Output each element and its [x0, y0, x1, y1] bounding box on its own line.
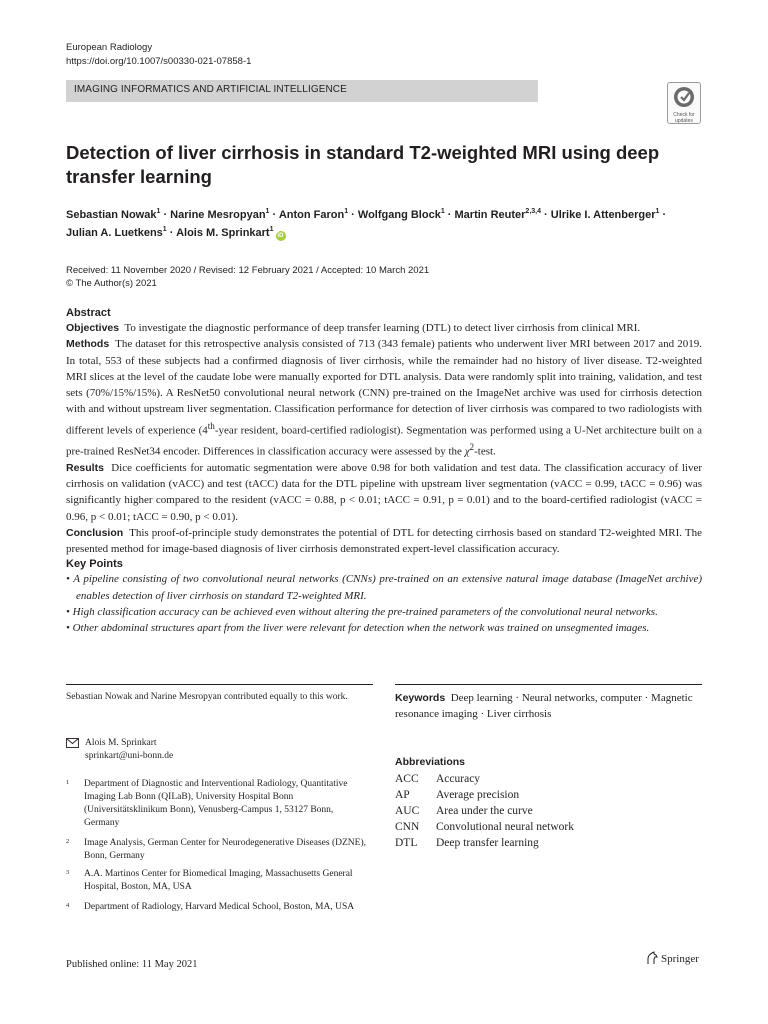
abbreviation-row	[395, 787, 574, 803]
author-name[interactable]: Martin Reuter	[454, 209, 526, 221]
abbreviation: DTL	[395, 837, 418, 849]
objectives-text: To investigate the diagnostic performance of deep transfer learning (DTL) to detect liver cirrhosis from clinical MRI.	[124, 322, 641, 334]
orcid-icon[interactable]: iD	[277, 233, 284, 239]
affiliation-text: A.A. Martinos Center for Biomedical Imaging, Massachusetts General Hospital, Boston, MA, USA	[84, 869, 353, 892]
contact-name: Alois M. Sprinkart	[85, 738, 157, 748]
chi-symbol: χ	[464, 445, 470, 458]
envelope-icon	[66, 738, 79, 748]
key-points-heading: Key Points	[66, 558, 123, 571]
affiliation-number: 4	[66, 902, 70, 909]
abbreviations	[395, 755, 574, 851]
journal-name: European Radiology	[66, 42, 153, 53]
abbreviation: AUC	[395, 805, 420, 817]
affiliation-item	[66, 901, 366, 914]
badge-label-2: updates	[675, 117, 693, 124]
abbreviations-table	[395, 771, 574, 851]
methods-superscript: th	[207, 420, 215, 431]
abbreviation-definition: Convolutional neural network	[436, 821, 574, 833]
abbreviation-row	[395, 803, 574, 819]
publisher-name: Springer	[661, 953, 699, 965]
author-affiliation-ref: 2,3,4	[525, 208, 541, 215]
abstract-conclusion	[66, 525, 702, 558]
contact-email[interactable]: sprinkart@uni-bonn.de	[85, 751, 174, 761]
author-affiliation-ref: 1	[265, 208, 270, 215]
methods-text: The dataset for this retrospective analysis consisted of 713 (343 female) patients who underwent liver MRI between 2017 and 2019. In total, 553 of these subjects had a confirmed diagnosis of liver cirrhosis, while the remainder had no history of liver disease. T2-weighted MRI slices at the level of the caudate lobe were manually exported for DTL analysis. Data were randomly split into training, validation, and test sets (70%/15%/15%). A ResNet50 convolutional neural network (CNN) pre-trained on the ImageNet archive was used for cirrhosis detection with and without upstream liver segmentation. Classification performance for detection of liver cirrhosis was compared to two radiologists with different levels of experience (4	[66, 338, 702, 437]
author-affiliation-ref: 1	[269, 226, 274, 233]
conclusion-label: Conclusion	[66, 526, 124, 539]
copyright-line: © The Author(s) 2021	[66, 278, 157, 289]
author-name[interactable]: Julian A. Luetkens	[66, 227, 163, 239]
keywords-label: Keywords	[395, 692, 446, 704]
methods-label: Methods	[66, 338, 110, 351]
methods-text-end: -test.	[474, 445, 496, 458]
affiliation-text: Department of Diagnostic and Interventional Radiology, Quantitative Imaging Lab Bonn (QILaB), University Hospital Bonn (Universitätsklinikum Bonn), Venusberg-Campus 1, 53127 Bonn, Germany	[84, 779, 348, 828]
history-dates: Received: 11 November 2020 / Revised: 12 February 2021 / Accepted: 10 March 2021	[66, 265, 430, 276]
springer-horse-icon	[645, 951, 659, 965]
abbreviations-heading: Abbreviations	[395, 756, 466, 768]
doi-link[interactable]: https://doi.org/10.1007/s00330-021-07858-1	[66, 56, 252, 67]
objectives-label: Objectives	[66, 322, 120, 334]
check-for-updates-icon	[673, 86, 695, 108]
keywords	[395, 690, 705, 722]
author-affiliation-ref: 1	[162, 226, 167, 233]
chi-superscript: 2	[469, 441, 475, 452]
publisher-logo[interactable]	[645, 951, 699, 967]
affiliation-item	[66, 837, 366, 863]
abbreviation-definition: Average precision	[436, 789, 520, 801]
author-name[interactable]: Alois M. Sprinkart	[176, 227, 270, 239]
key-point-item: • A pipeline consisting of two convolutional neural networks (CNNs) pre-trained on an extensive natural image database (ImageNet archive) enables detection of liver cirrhosis on standard T2-weighted MRI.	[66, 573, 702, 602]
article-dates	[66, 264, 429, 290]
author-name[interactable]: Ulrike I. Attenberger	[550, 209, 656, 221]
affiliation-number: 3	[66, 869, 70, 876]
methods-text-continued: -year resident, board-certified radiologist). Segmentation was performed using a U-Net architecture built on a pre-trained ResNet34 encoder. Differences in classification accuracy were assessed by the	[66, 424, 702, 458]
affiliation-item	[66, 778, 366, 830]
abbreviation: CNN	[395, 821, 420, 833]
contribution-note: Sebastian Nowak and Narine Mesropyan contributed equally to this work.	[66, 692, 348, 702]
author-affiliation-ref: 1	[156, 208, 161, 215]
results-text: Dice coefficients for automatic segmentation were above 0.98 for both validation and test data. The classification accuracy of liver cirrhosis on validation (vACC) and test (tACC) data for the DTL pipeline with upstream liver segmentation (vACC = 0.99, tACC = 0.96) was significantly higher compared to the resident (vACC = 0.88, p < 0.01; tACC = 0.91, p = 0.01) and to the board-certified radiologist (vACC = 0.96, p < 0.01; tACC = 0.90, p < 0.01).	[66, 461, 703, 523]
abstract	[66, 306, 702, 637]
abbreviation-definition: Deep transfer learning	[436, 837, 539, 849]
keywords-divider	[395, 684, 702, 685]
abstract-methods	[66, 336, 702, 459]
author-affiliation-ref: 1	[655, 208, 660, 215]
abstract-results	[66, 460, 702, 525]
abbreviation: ACC	[395, 773, 419, 785]
keywords-text: Deep learning · Neural networks, computer · Magnetic resonance imaging · Liver cirrhosis	[395, 692, 693, 720]
author-name[interactable]: Sebastian Nowak	[66, 209, 157, 221]
key-point-item: • High classification accuracy can be achieved even without altering the pre-trained parameters of the convolutional neural networks.	[66, 606, 658, 619]
footnote-divider	[66, 684, 373, 685]
results-label: Results	[66, 461, 104, 474]
journal-header	[66, 41, 251, 69]
author-name[interactable]: Narine Mesropyan	[170, 209, 266, 221]
affiliation-text: Image Analysis, German Center for Neurodegenerative Diseases (DZNE), Bonn, Germany	[84, 838, 366, 861]
key-points-list	[66, 571, 702, 636]
abstract-objectives	[66, 320, 702, 336]
abbreviation-row	[395, 819, 574, 835]
abbreviation-row	[395, 771, 574, 787]
abbreviation: AP	[395, 789, 410, 801]
check-for-updates-badge[interactable]	[667, 82, 701, 124]
author-affiliation-ref: 1	[440, 208, 445, 215]
author-list: Sebastian Nowak$^1$ · Narine Mesropyan$^1$ · Anton Faron$^1$ · Wolfgang Block$^1$ · Martin Reuter$^{2,3,4}$ · Ulrike I. Attenberger$^1$ · Julian A. Luetkens$^1$ · Alois M. Sprinkart$^1$iD	[66, 208, 667, 239]
abbreviation-definition: Area under the curve	[436, 805, 533, 817]
section-label: IMAGING INFORMATICS AND ARTIFICIAL INTELLIGENCE	[74, 84, 347, 95]
abstract-heading: Abstract	[66, 307, 111, 319]
abbreviation-definition: Accuracy	[436, 773, 481, 785]
section-banner	[66, 80, 538, 102]
affiliation-text: Department of Radiology, Harvard Medical School, Boston, MA, USA	[84, 902, 355, 912]
conclusion-text: This proof-of-principle study demonstrates the potential of DTL for detecting cirrhosis based on standard T2-weighted MRI. The presented method for image-based diagnosis of liver cirrhosis demonstrated expert-level classification accuracy.	[66, 526, 702, 556]
author-name[interactable]: Anton Faron	[278, 209, 345, 221]
author-affiliation-ref: 1	[344, 208, 349, 215]
affiliation-number: 2	[66, 838, 70, 845]
badge-label-1: Check for	[673, 112, 695, 118]
author-name[interactable]: Wolfgang Block	[357, 209, 441, 221]
key-point-item: • Other abdominal structures apart from the liver were relevant for detection when the network was trained on unsegmented images.	[66, 622, 650, 635]
article-title: Detection of liver cirrhosis in standard T2-weighted MRI using deep transfer learning	[66, 142, 660, 187]
published-online: Published online: 11 May 2021	[66, 959, 198, 970]
affiliation-number: 1	[66, 779, 70, 786]
affiliation-item	[66, 868, 366, 894]
abbreviation-row	[395, 835, 574, 851]
